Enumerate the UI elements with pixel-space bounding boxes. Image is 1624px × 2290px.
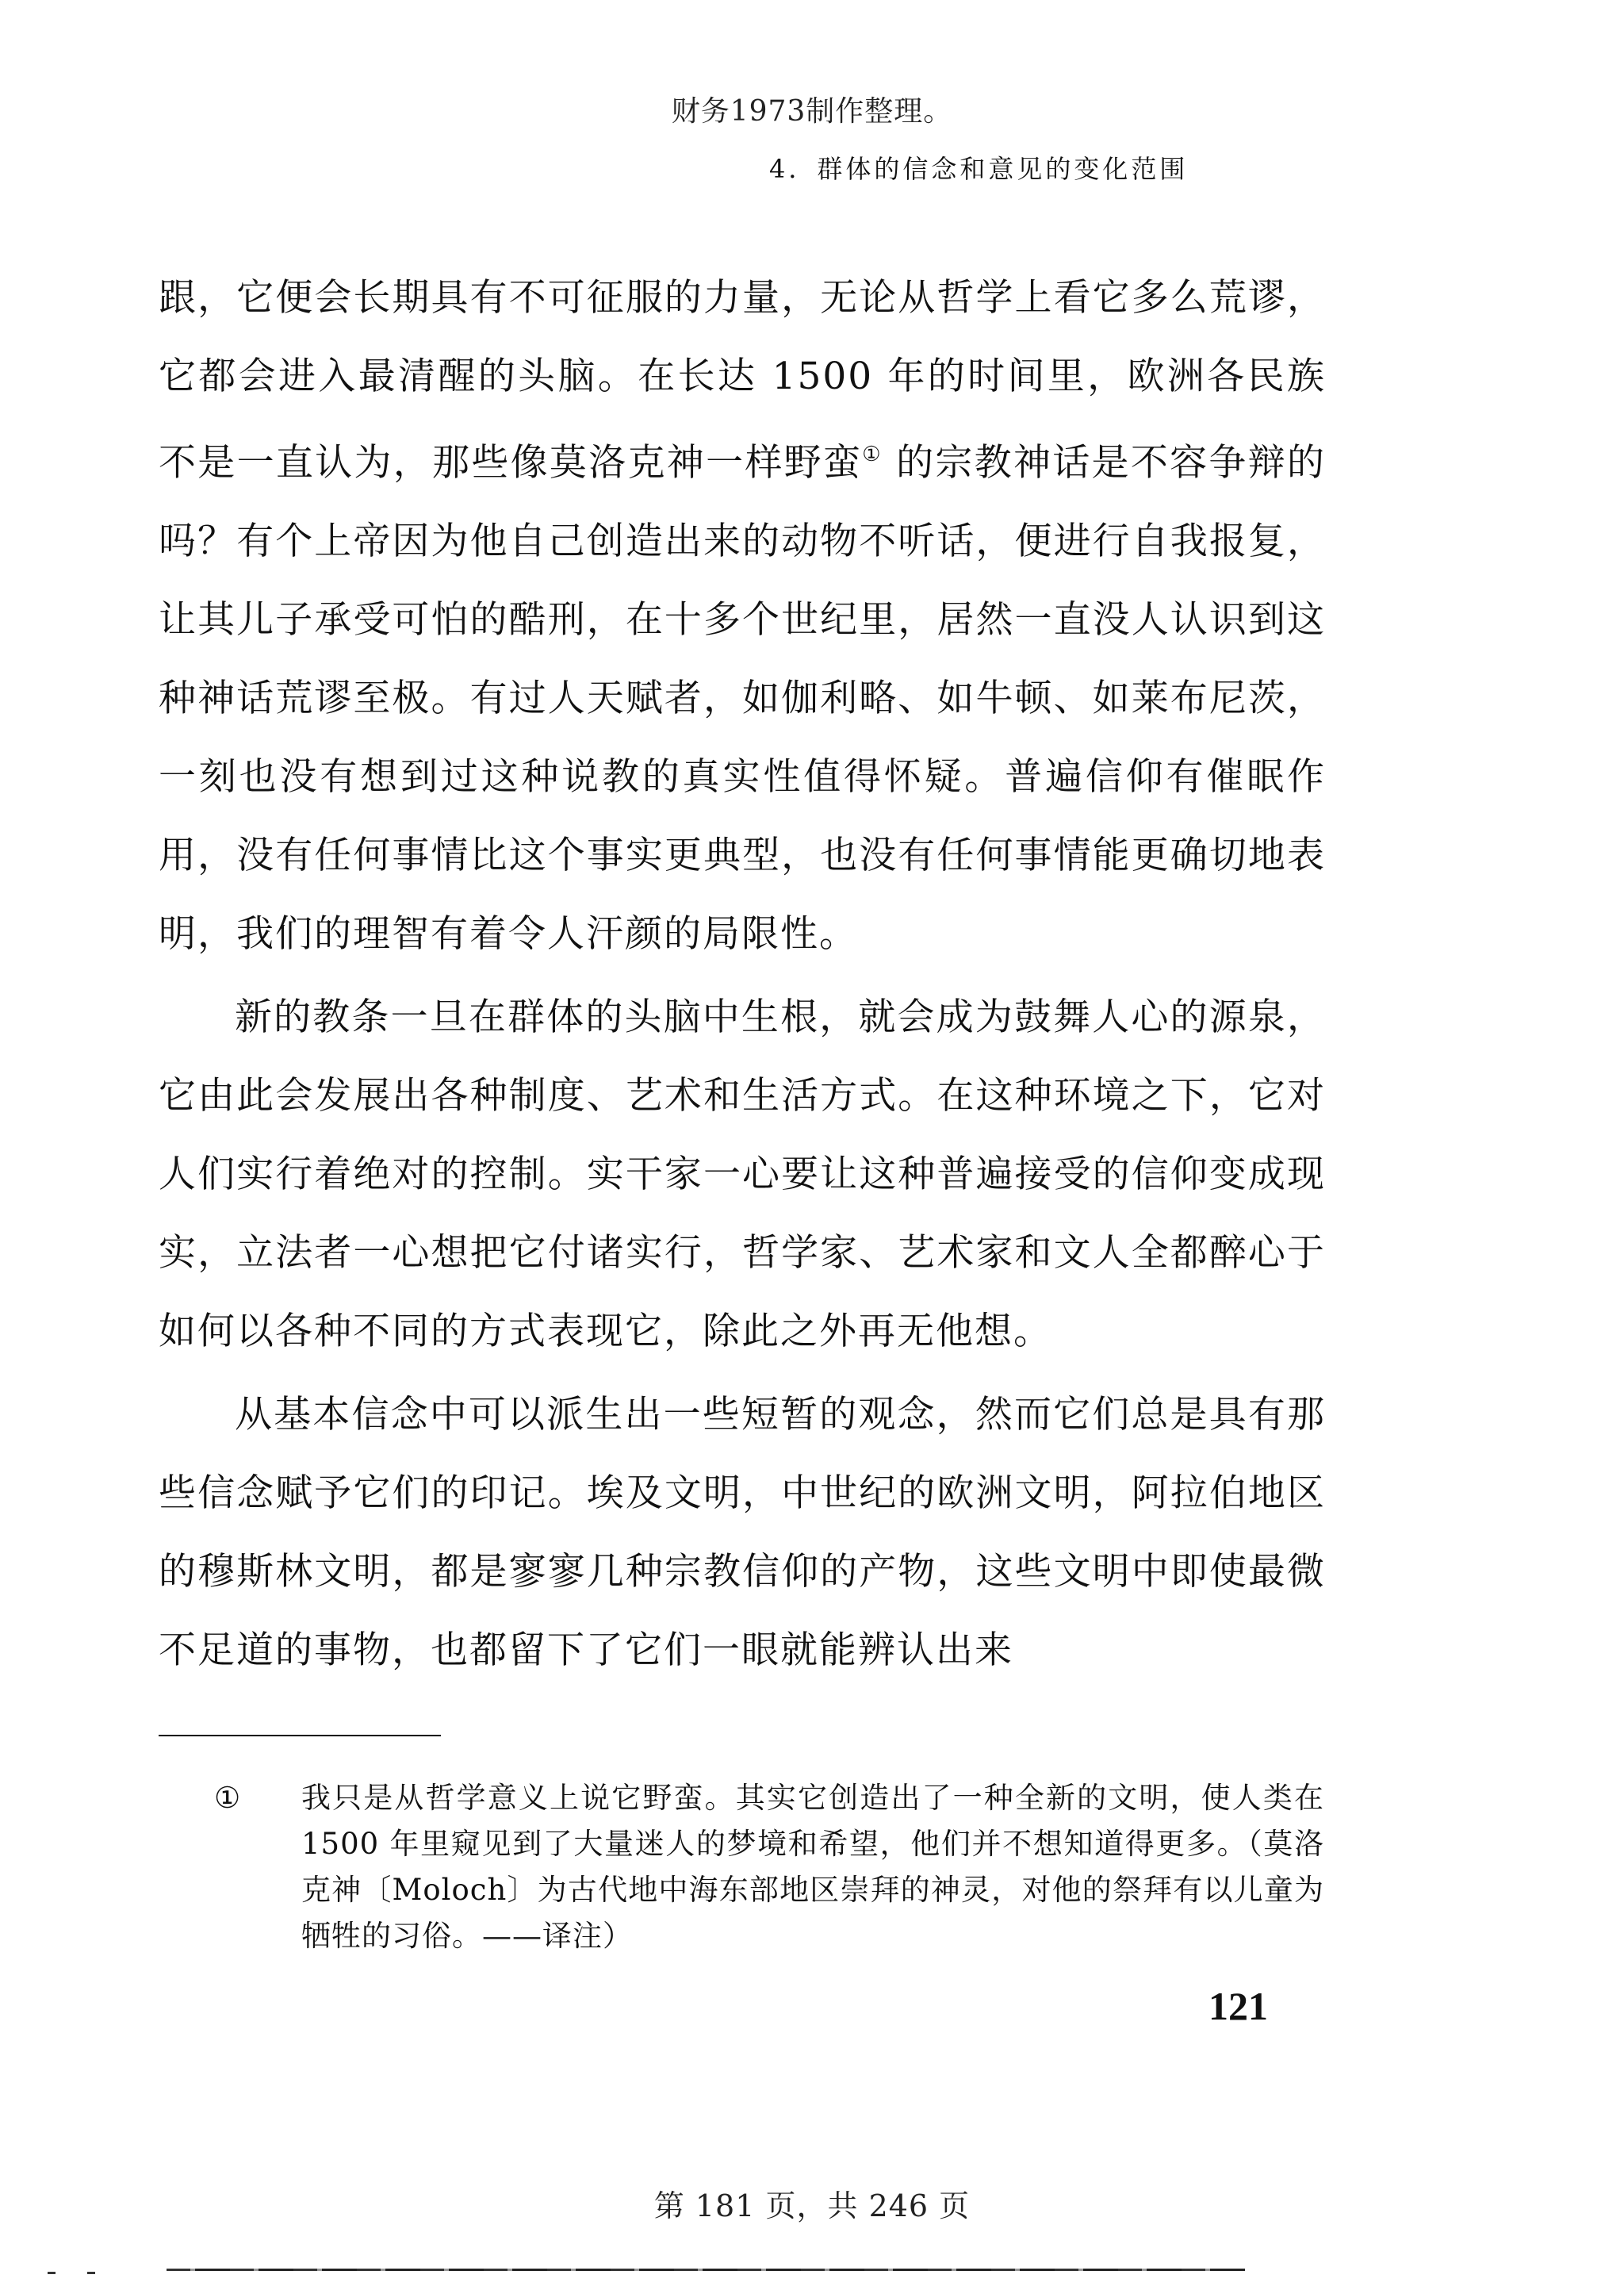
- footnote-divider: [159, 1735, 441, 1736]
- paragraph-1-text: 跟，它便会长期具有不可征服的力量，无论从哲学上看它多么荒谬，它都会进入最清醒的头脑。在长达 1500 年的时间里，欧洲各民族不是一直认为，那些像莫洛克神一样野蛮: [159, 276, 1326, 485]
- paragraph-1-continuation: 的宗教神话是不容争辩的吗？有个上帝因为他自己创造出来的动物不听话，便进行自我报复，让其儿子承受可怕的酷刑，在十多个世纪里，居然一直没人认识到这种神话荒谬至极。有过人天赋者，如伽利略、如牛顿、如莱布尼茨，一刻也没有想到过这种说教的真实性值得怀疑。普遍信仰有催眠作用，没有任何事情比这个事实更典型，也没有任何事情能更确切地表明，我们的理智有着令人汗颜的局限性。: [159, 441, 1327, 956]
- scan-artifact-dot: [48, 2272, 56, 2274]
- watermark-text: 财务1973制作整理。: [671, 95, 953, 128]
- pdf-page-counter: 第 181 页，共 246 页: [653, 2188, 971, 2223]
- scan-artifact-dot: [87, 2272, 95, 2274]
- footnote-text: 我只是从哲学意义上说它野蛮。其实它创造出了一种全新的文明，使人类在 1500 年里窥见到了大量迷人的梦境和希望，他们并不想知道得更多。（莫洛克神〔Moloch〕为古代地中海东部地区崇拜的神灵，对他的祭拜有以儿童为牺牲的习俗。——译注）: [301, 1781, 1324, 1953]
- scan-edge-line: [167, 2269, 1245, 2271]
- paragraph-2: 新的教条一旦在群体的头脑中生根，就会成为鼓舞人心的源泉，它由此会发展出各种制度、艺术和生活方式。在这种环境之下，它对人们实行着绝对的控制。实干家一心要让这种普遍接受的信仰变成现实，立法者一心想把它付诸实行，哲学家、艺术家和文人全都醉心于如何以各种不同的方式表现它，除此之外再无他想。: [159, 995, 1326, 1353]
- footnote-reference: ①: [862, 443, 883, 466]
- footnote-marker: ①: [214, 1781, 242, 1815]
- footnote: [214, 1775, 1324, 1959]
- page-number: 121: [1208, 1984, 1268, 2028]
- body-text: [159, 259, 1326, 1690]
- running-head: 4．群体的信念和意见的变化范围: [769, 154, 1189, 184]
- paragraph-1: [159, 259, 1326, 973]
- paragraph-3: 从基本信念中可以派生出一些短暂的观念，然而它们总是具有那些信念赋予它们的印记。埃及文明，中世纪的欧洲文明，阿拉伯地区的穆斯林文明，都是寥寥几种宗教信仰的产物，这些文明中即使最微不足道的事物，也都留下了它们一眼就能辨认出来: [159, 1393, 1326, 1672]
